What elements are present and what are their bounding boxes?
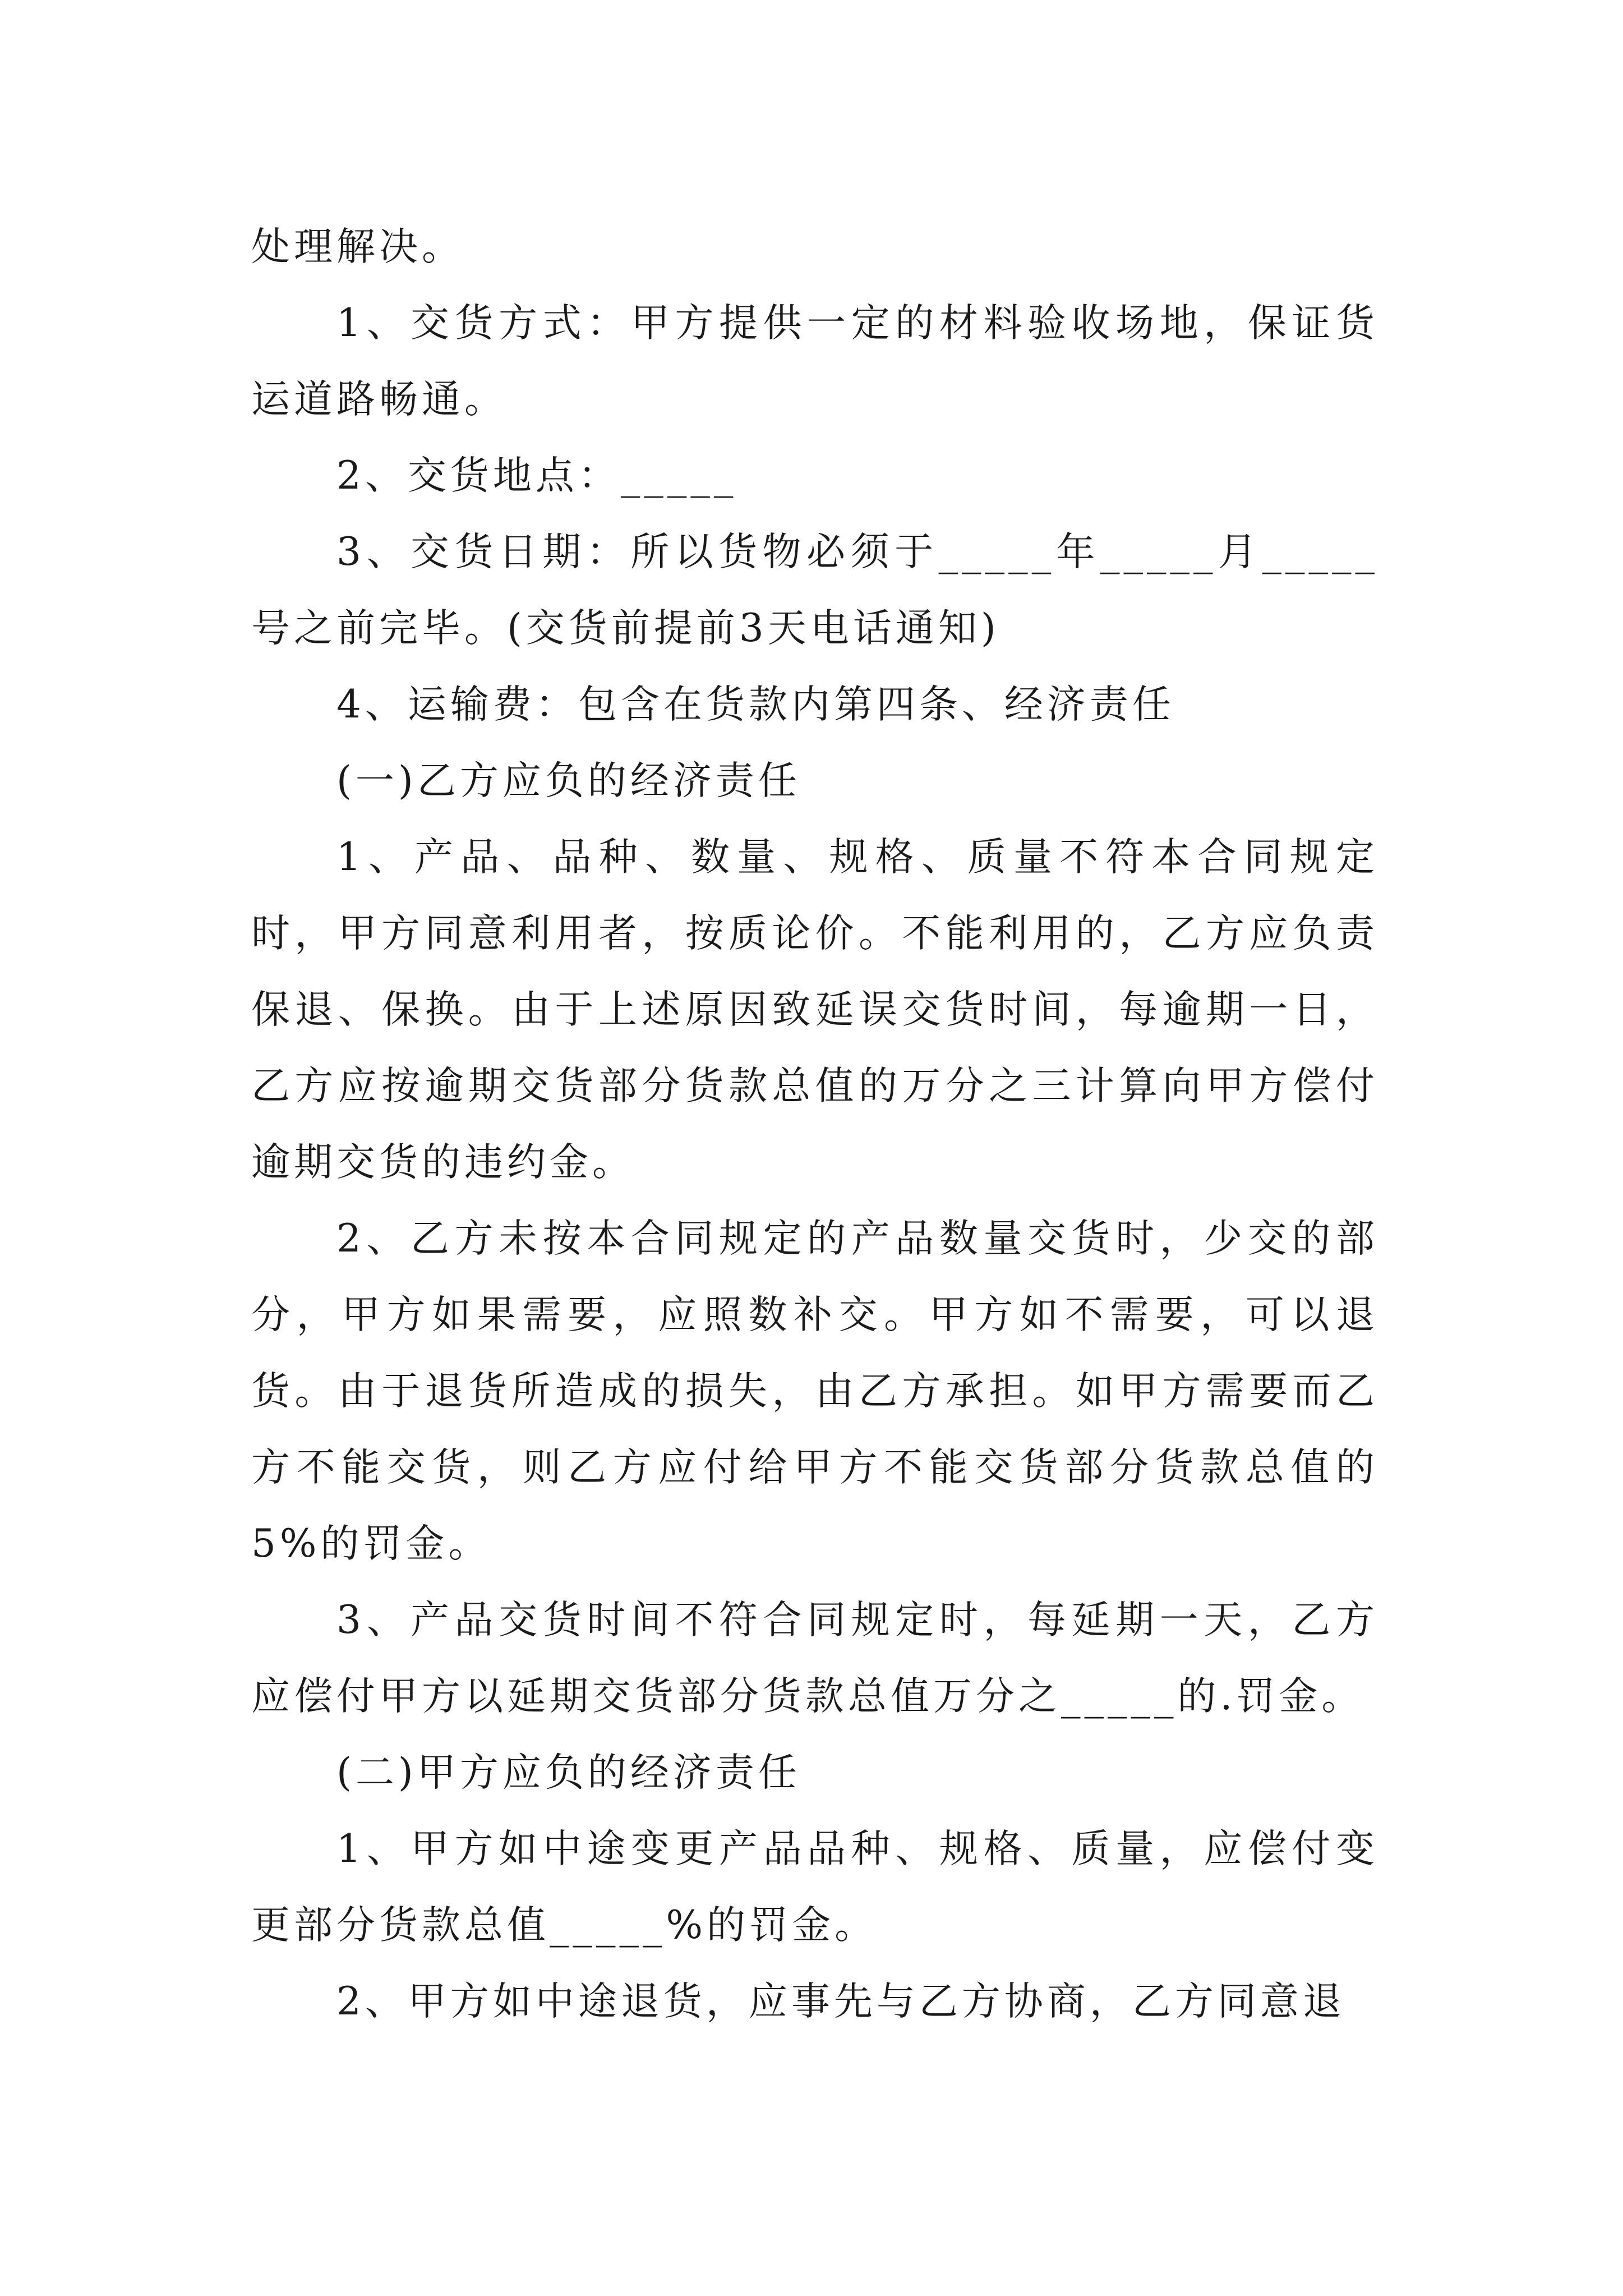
paragraph: 4、运输费：包含在货款内第四条、经济责任 xyxy=(336,682,1175,727)
paragraph: 2、乙方未按本合同规定的产品数量交货时，少交的部分，甲方如果需要，应照数补交。甲方如不需要，可以退货。由于退货所造成的损失，由乙方承担。如甲方需要而乙方不能交货，则乙方应付给甲方不能交货部分货款总值的5%的罚金。 xyxy=(251,1216,1378,1566)
paragraph: 1、甲方如中途变更产品品种、规格、质量，应偿付变更部分货款总值_____%的罚金。 xyxy=(251,1826,1378,1948)
paragraph: 3、交货日期：所以货物必须于_____年_____月_____号之前完毕。(交货前提前3天电话通知) xyxy=(251,530,1378,651)
section-heading: (一)乙方应负的经济责任 xyxy=(336,758,801,803)
paragraph: 1、交货方式：甲方提供一定的材料验收场地，保证货运道路畅通。 xyxy=(251,301,1378,422)
paragraph: 2、交货地点：_____ xyxy=(336,453,737,498)
section-heading: (二)甲方应负的经济责任 xyxy=(336,1750,801,1795)
paragraph: 2、甲方如中途退货，应事先与乙方协商，乙方同意退 xyxy=(336,1979,1345,2024)
document-body xyxy=(251,209,1378,2040)
paragraph: 3、产品交货时间不符合同规定时，每延期一天，乙方应偿付甲方以延期交货部分货款总值万分之_____的.罚金。 xyxy=(251,1598,1378,1719)
paragraph: 1、产品、品种、数量、规格、质量不符本合同规定时，甲方同意利用者，按质论价。不能利用的，乙方应负责保退、保换。由于上述原因致延误交货时间，每逾期一日，乙方应按逾期交货部分货款总值的万分之三计算向甲方偿付逾期交货的违约金。 xyxy=(251,835,1378,1185)
paragraph: 处理解决。 xyxy=(251,224,464,269)
